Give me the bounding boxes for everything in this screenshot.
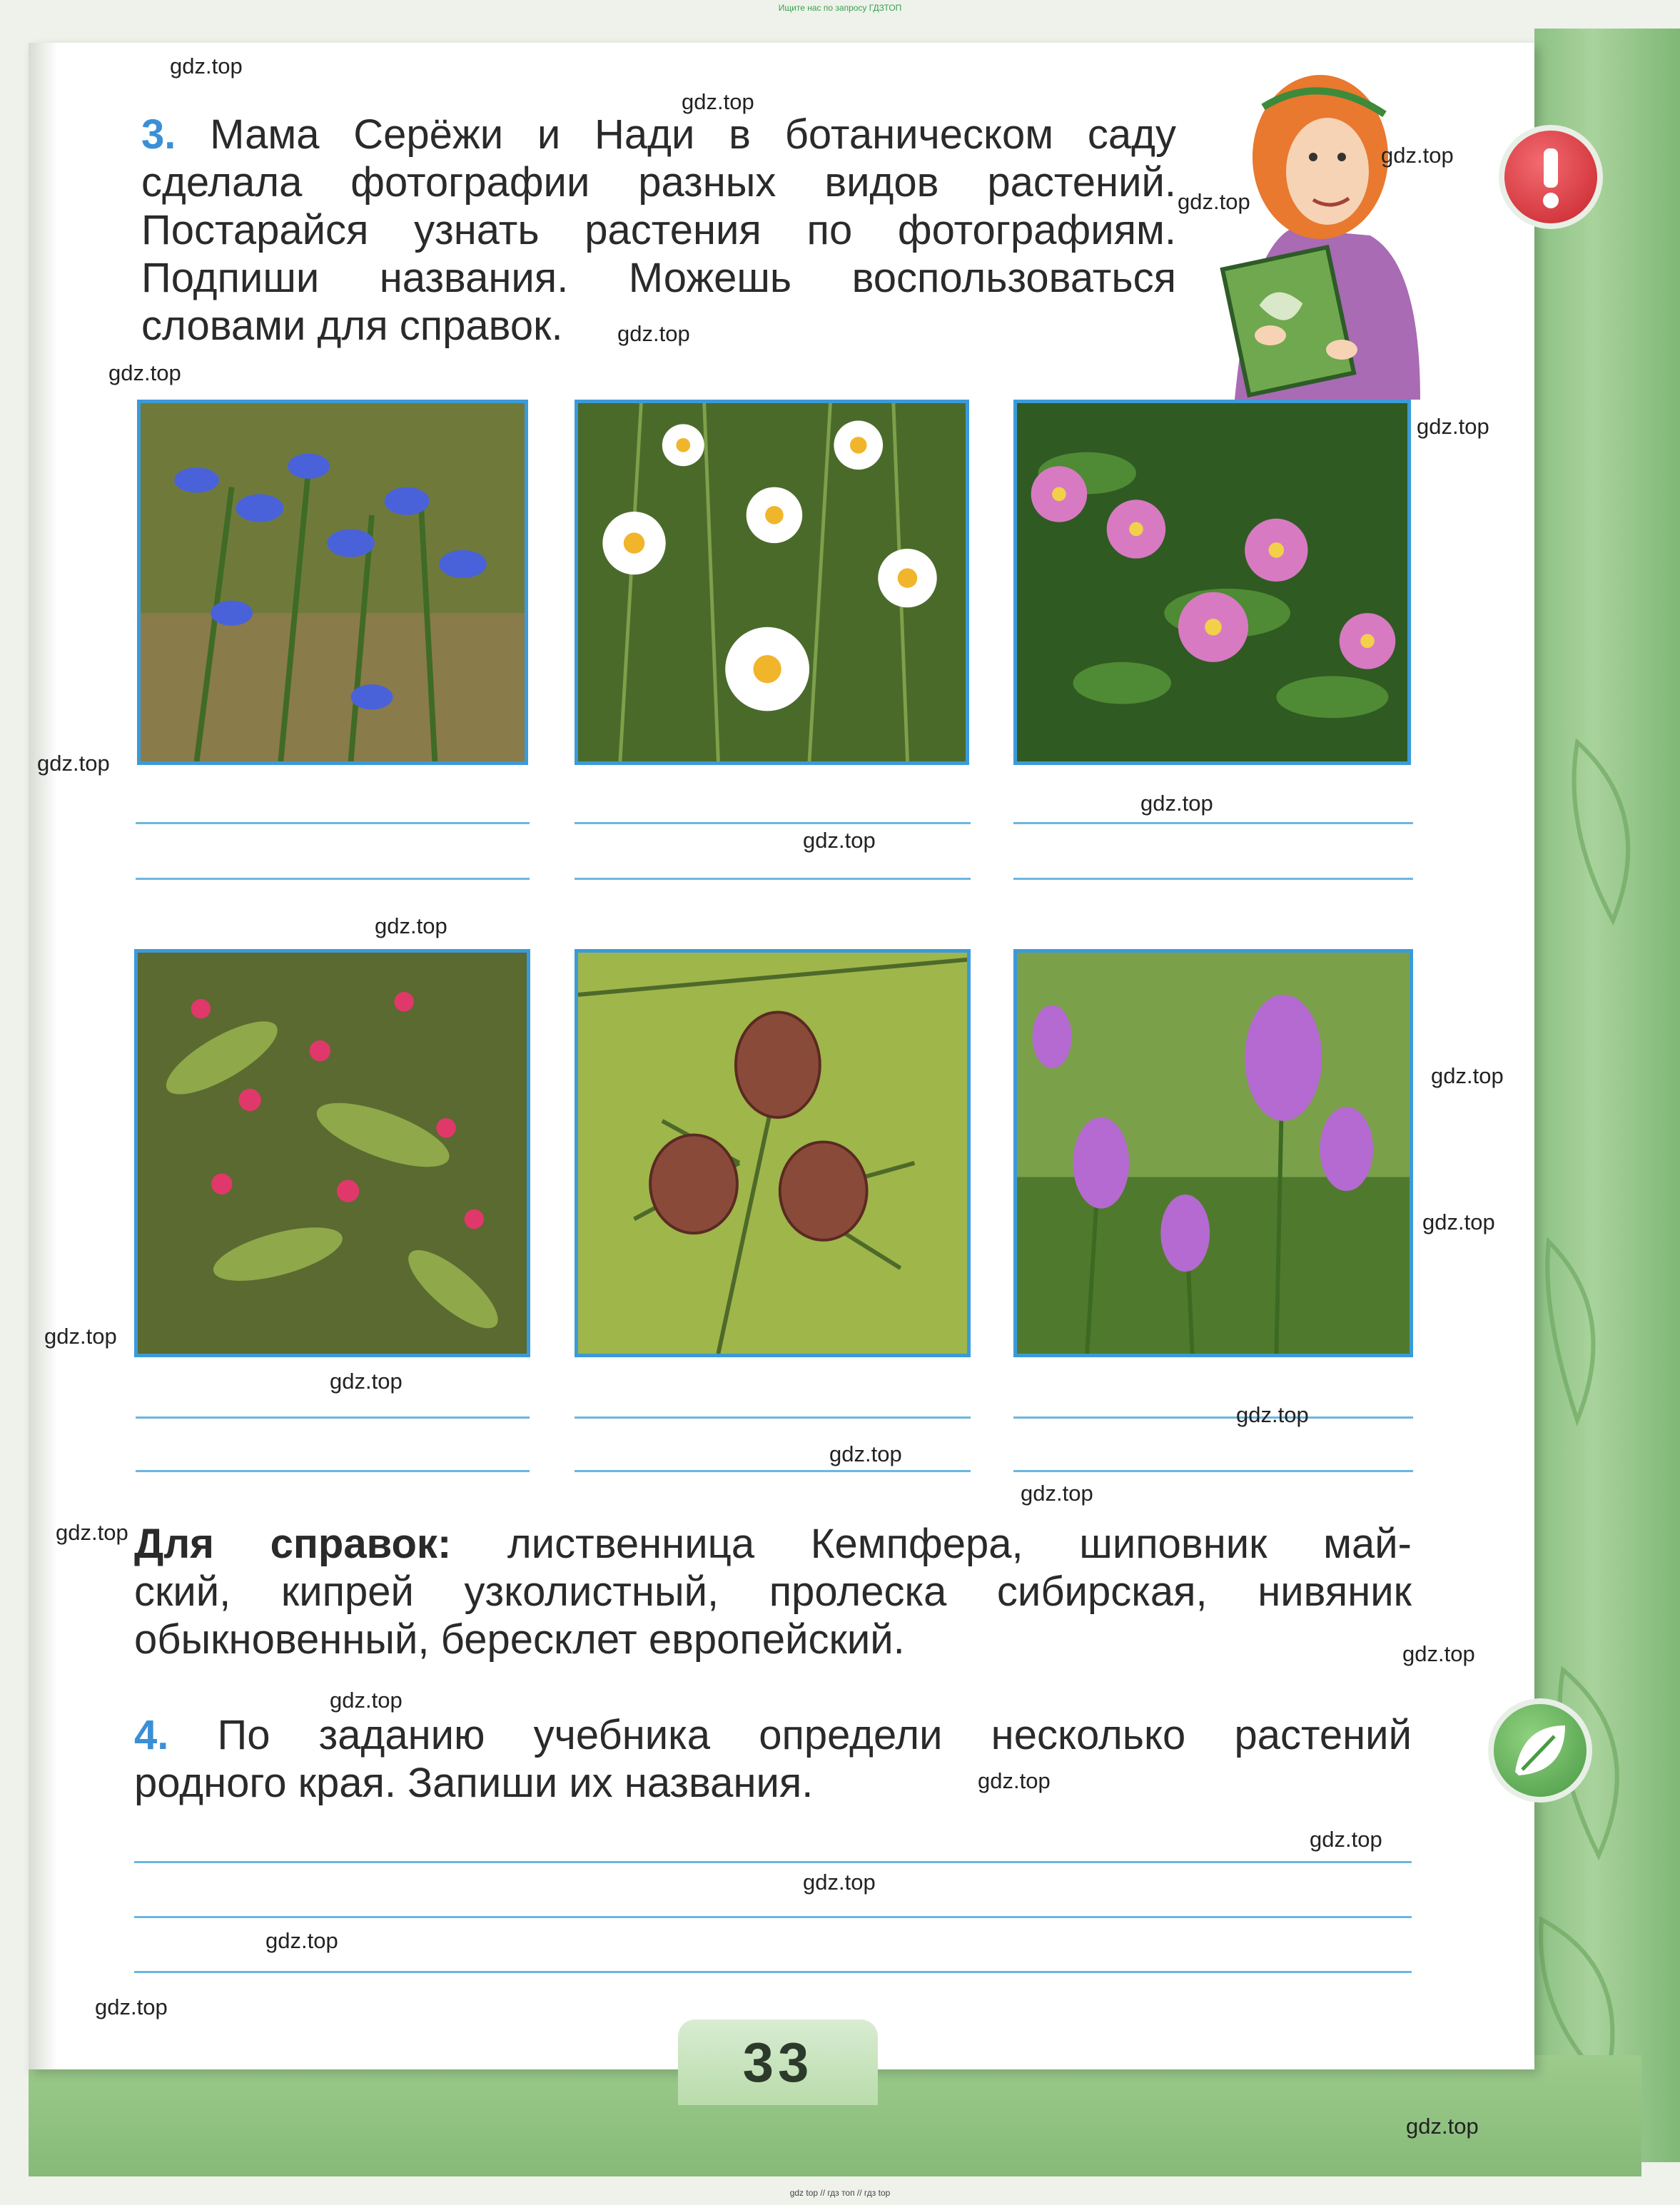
- fireweed-photo-icon: [1017, 953, 1410, 1354]
- photo-scilla: [137, 400, 528, 765]
- watermark: gdz.top: [803, 828, 876, 853]
- watermark: gdz.top: [1431, 1063, 1504, 1088]
- answer-line[interactable]: [1013, 822, 1413, 824]
- watermark: gdz.top: [1417, 414, 1489, 439]
- watermark: gdz.top: [56, 1520, 128, 1545]
- watermark: gdz.top: [37, 751, 110, 776]
- wild-rose-photo-icon: [1017, 403, 1407, 761]
- task-4-text: 4. По заданию учебника определи несколько растений родного края. Запиши их названия.: [134, 1712, 1412, 1806]
- page-fold-shadow: [29, 43, 57, 2069]
- side-green-strip: [1534, 29, 1680, 2162]
- watermark: gdz.top: [170, 54, 243, 78]
- answer-line[interactable]: [136, 822, 530, 824]
- watermark: gdz.top: [108, 360, 181, 385]
- photo-wild-rose: [1013, 400, 1411, 765]
- photo-euonymus: [134, 949, 530, 1357]
- watermark: gdz.top: [1178, 189, 1250, 214]
- daisy-photo-icon: [578, 403, 966, 761]
- leaf-pattern-icon: [1534, 29, 1680, 2162]
- leaf-icon: [1494, 1704, 1587, 1797]
- answer-line[interactable]: [134, 1861, 1412, 1863]
- answer-line[interactable]: [575, 1470, 971, 1472]
- answer-line[interactable]: [134, 1971, 1412, 1973]
- page-number: 33: [742, 2031, 814, 2094]
- answer-line[interactable]: [136, 1416, 530, 1419]
- photo-larch-cones: [575, 949, 971, 1357]
- larch-cones-photo-icon: [578, 953, 967, 1354]
- exclamation-icon: [1504, 131, 1597, 223]
- watermark: gdz.top: [44, 1324, 117, 1349]
- answer-line[interactable]: [1013, 1416, 1413, 1419]
- watermark: gdz.top: [375, 913, 447, 938]
- answer-line[interactable]: [575, 878, 971, 880]
- watermark: gdz.top: [95, 1994, 168, 2019]
- euonymus-photo-icon: [138, 953, 527, 1354]
- answer-line[interactable]: [136, 878, 530, 880]
- leaf-badge: [1488, 1698, 1592, 1803]
- watermark: gdz.top: [617, 321, 690, 346]
- answer-line[interactable]: [136, 1470, 530, 1472]
- task-4-number: 4.: [134, 1712, 169, 1758]
- watermark: gdz.top: [682, 89, 754, 114]
- task-3-number: 3.: [141, 111, 176, 158]
- top-banner: Ищите нас по запросу ГДЗТОП: [778, 3, 902, 13]
- watermark: gdz.top: [265, 1928, 338, 1953]
- watermark: gdz.top: [1021, 1481, 1093, 1506]
- answer-line[interactable]: [1013, 878, 1413, 880]
- watermark: gdz.top: [330, 1688, 403, 1713]
- reference-label: Для справок:: [134, 1521, 452, 1567]
- answer-line[interactable]: [1013, 1470, 1413, 1472]
- answer-line[interactable]: [575, 822, 971, 824]
- answer-line[interactable]: [575, 1416, 971, 1419]
- watermark: gdz.top: [1381, 143, 1454, 168]
- answer-line[interactable]: [134, 1916, 1412, 1918]
- watermark: gdz.top: [1140, 791, 1213, 816]
- scilla-photo-icon: [141, 403, 525, 761]
- watermark: gdz.top: [330, 1369, 403, 1394]
- watermark: gdz.top: [1406, 2114, 1479, 2139]
- watermark: gdz.top: [1236, 1402, 1309, 1427]
- watermark: gdz.top: [1422, 1210, 1495, 1235]
- reference-words: Для справок: лиственница Кемпфера, шиповник май- ский, кипрей узколистный, пролеска сибирская, нивяник обыкновенный, бересклет европейский.: [134, 1521, 1412, 1663]
- watermark: gdz.top: [1310, 1827, 1382, 1852]
- girl-with-book-illustration: [1206, 64, 1434, 400]
- important-badge: [1499, 125, 1603, 229]
- page-number-tab: [678, 2019, 878, 2105]
- bottom-banner: gdz top // гдз топ // гдз top: [789, 2188, 891, 2198]
- watermark: gdz.top: [978, 1768, 1051, 1793]
- watermark: gdz.top: [829, 1441, 902, 1466]
- photo-fireweed: [1013, 949, 1413, 1357]
- watermark: gdz.top: [1402, 1641, 1475, 1666]
- task-3-text: 3. Мама Серёжи и Нади в ботаническом саду сделала фотографии разных видов растений. Постарайся узнать растения по фотографиям. Подпиши названия. Можешь воспользоваться словами для справок.: [141, 111, 1176, 349]
- photo-daisy: [575, 400, 969, 765]
- watermark: gdz.top: [803, 1870, 876, 1895]
